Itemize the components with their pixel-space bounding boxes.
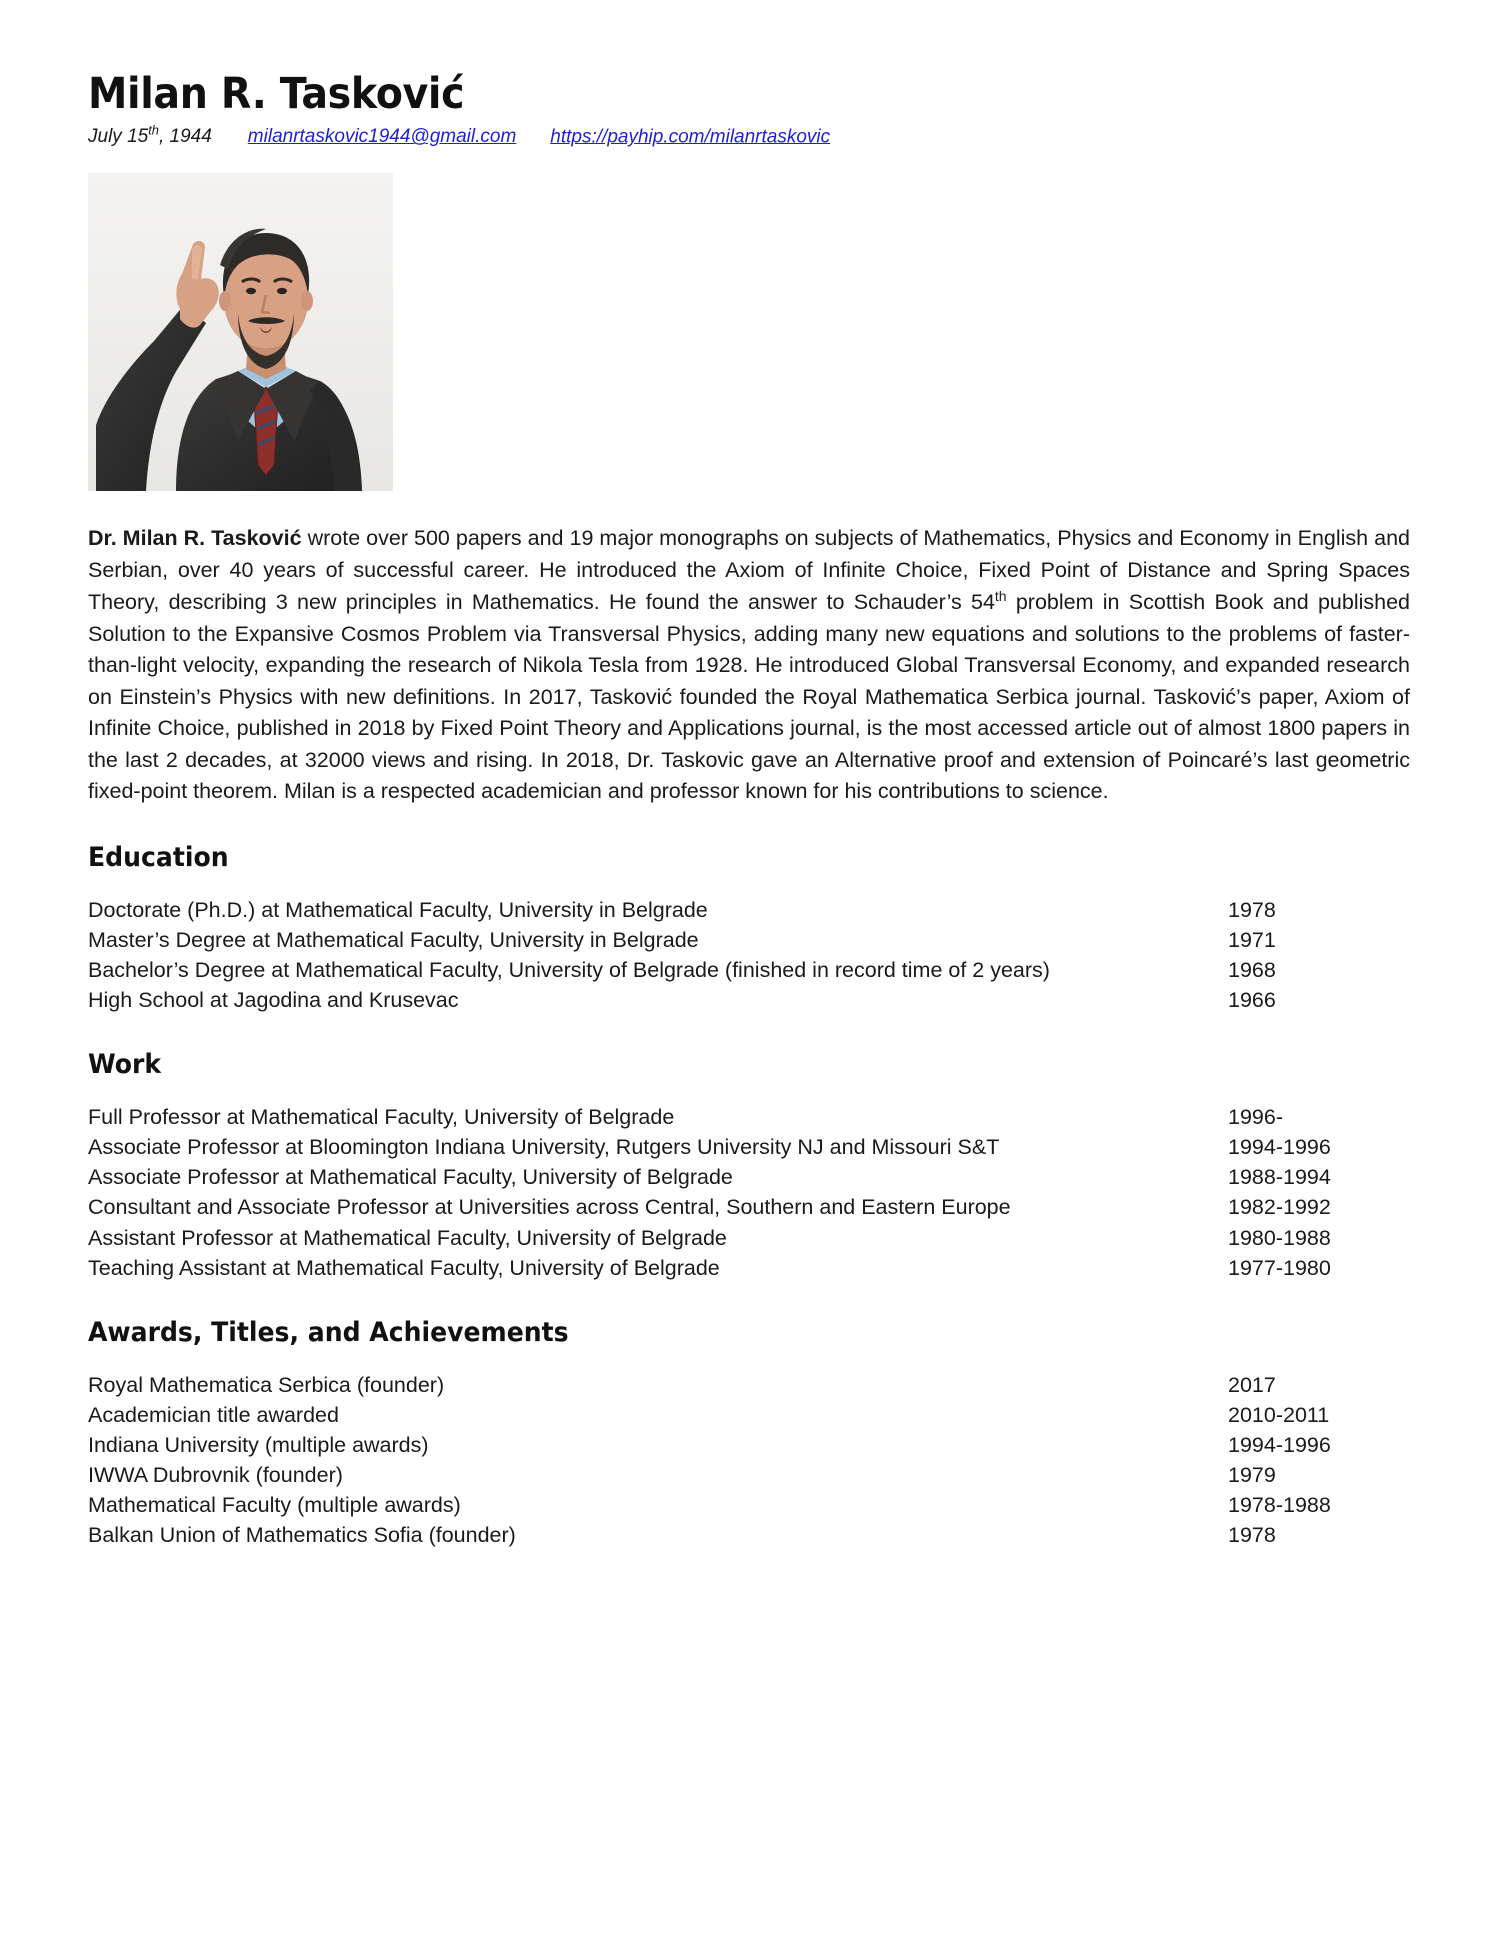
entry-year: 1978-1988	[1228, 1493, 1331, 1518]
page-title: Milan R. Tasković	[88, 69, 465, 119]
list-item	[88, 1400, 1412, 1430]
awards-entry-list	[88, 1370, 1412, 1551]
list-item	[88, 1192, 1412, 1222]
entry-year: 1994-1996	[1228, 1135, 1331, 1160]
list-item	[88, 985, 1412, 1015]
portrait-photo-icon	[88, 173, 393, 491]
entry-year: 1996-	[1228, 1105, 1283, 1130]
section-education	[88, 842, 1412, 1015]
section-title-work: Work	[88, 1049, 162, 1081]
section-awards	[88, 1317, 1412, 1551]
entry-label: Master’s Degree at Mathematical Faculty, University in Belgrade	[88, 927, 699, 952]
entry-year: 1968	[1228, 957, 1276, 982]
list-item	[88, 1132, 1412, 1162]
biography-paragraph	[88, 523, 1410, 808]
section-title-education: Education	[88, 841, 229, 873]
birth-date-year: , 1944	[158, 126, 212, 148]
entry-year: 1982-1992	[1228, 1195, 1331, 1220]
list-item	[88, 955, 1412, 985]
entry-year: 1977-1980	[1228, 1255, 1331, 1280]
contact-line	[88, 123, 1412, 149]
entry-label: IWWA Dubrovnik (founder)	[88, 1463, 343, 1487]
entry-year: 1988-1994	[1228, 1165, 1331, 1190]
education-entry-list	[88, 895, 1412, 1015]
entry-year: 1971	[1228, 927, 1276, 952]
biography-text-part-1: wrote over 500 papers and 19 major monographs on subjects of Mathematics, Physics and Economy in English and Serbian, over 40 years of successful career. He introduced the Axiom of Infinite Choice, Fixed Point of Distance and Spring Spaces Theory, describing 3 new principles in Mathematics. He found the answer to Schauder’s 54	[88, 526, 1410, 615]
entry-label: Full Professor at Mathematical Faculty, University of Belgrade	[88, 1105, 675, 1130]
list-item	[88, 1430, 1412, 1460]
list-item	[88, 1370, 1412, 1400]
entry-year: 1980-1988	[1228, 1225, 1331, 1250]
email-link[interactable]: milanrtaskovic1944@gmail.com	[247, 126, 517, 148]
biography-text-part-2: problem in Scottish Book and published Solution to the Expansive Cosmos Problem via Transversal Physics, adding many new equations and solutions to the problems of faster-than-light velocity, expanding the research of Nikola Tesla from 1928. He introduced Global Transversal Economy, and expanded research on Einstein’s Physics with new definitions. In 2017, Tasković founded the Royal Mathematica Serbica journal. Tasković’s paper, Axiom of Infinite Choice, published in 2018 by Fixed Point Theory and Applications journal, is the most accessed article out of almost 1800 papers in the last 2 decades, at 32000 views and rising. In 2018, Dr. Taskovic gave an Alternative proof and extension of Poincaré’s last geometric fixed-point theorem. Milan is a respected academician and professor known for his contributions to science.	[88, 590, 1410, 804]
entry-year: 2017	[1228, 1372, 1276, 1397]
list-item	[88, 895, 1412, 925]
entry-label: Mathematical Faculty (multiple awards)	[88, 1493, 461, 1518]
entry-label: Academician title awarded	[88, 1402, 339, 1427]
list-item	[88, 1520, 1412, 1550]
entry-label: Associate Professor at Bloomington Indiana University, Rutgers University NJ and Missouri S&T	[88, 1135, 1000, 1160]
section-title-awards: Awards, Titles, and Achievements	[88, 1316, 569, 1348]
list-item	[88, 925, 1412, 955]
entry-label: Assistant Professor at Mathematical Faculty, University of Belgrade	[88, 1225, 727, 1250]
list-item	[88, 1490, 1412, 1520]
entry-label: Doctorate (Ph.D.) at Mathematical Faculty, University in Belgrade	[88, 897, 708, 922]
entry-label: Associate Professor at Mathematical Faculty, University of Belgrade	[88, 1165, 733, 1190]
entry-year: 1978	[1228, 1523, 1276, 1548]
entry-label: Bachelor’s Degree at Mathematical Faculty, University of Belgrade (finished in record time of 2 years)	[88, 957, 1050, 982]
entry-label: Teaching Assistant at Mathematical Faculty, University of Belgrade	[88, 1255, 720, 1280]
avatar	[88, 173, 393, 491]
list-item	[88, 1162, 1412, 1192]
work-entry-list	[88, 1102, 1412, 1283]
list-item	[88, 1253, 1412, 1283]
entry-year: 1994-1996	[1228, 1432, 1331, 1457]
entry-label: High School at Jagodina and Krusevac	[88, 988, 459, 1013]
birth-date	[88, 123, 212, 148]
entry-label: Indiana University (multiple awards)	[88, 1432, 429, 1457]
entry-year: 2010-2011	[1228, 1402, 1330, 1427]
biography-ordinal: th	[994, 588, 1007, 605]
entry-label: Balkan Union of Mathematics Sofia (founder)	[88, 1523, 516, 1548]
entry-year: 1978	[1228, 897, 1276, 922]
birth-date-ordinal: th	[148, 123, 159, 139]
entry-year: 1966	[1228, 988, 1276, 1013]
list-item	[88, 1102, 1412, 1132]
entry-year: 1979	[1228, 1463, 1276, 1487]
entry-label: Consultant and Associate Professor at Universities across Central, Southern and Eastern Europe	[88, 1195, 1011, 1220]
birth-date-day: July 15	[88, 126, 149, 148]
list-item	[88, 1460, 1412, 1490]
website-link[interactable]: https://payhip.com/milanrtaskovic	[550, 126, 831, 148]
section-work	[88, 1049, 1412, 1283]
entry-label: Royal Mathematica Serbica (founder)	[88, 1372, 445, 1397]
biography-lead-name: Dr. Milan R. Tasković	[88, 526, 302, 551]
list-item	[88, 1223, 1412, 1253]
